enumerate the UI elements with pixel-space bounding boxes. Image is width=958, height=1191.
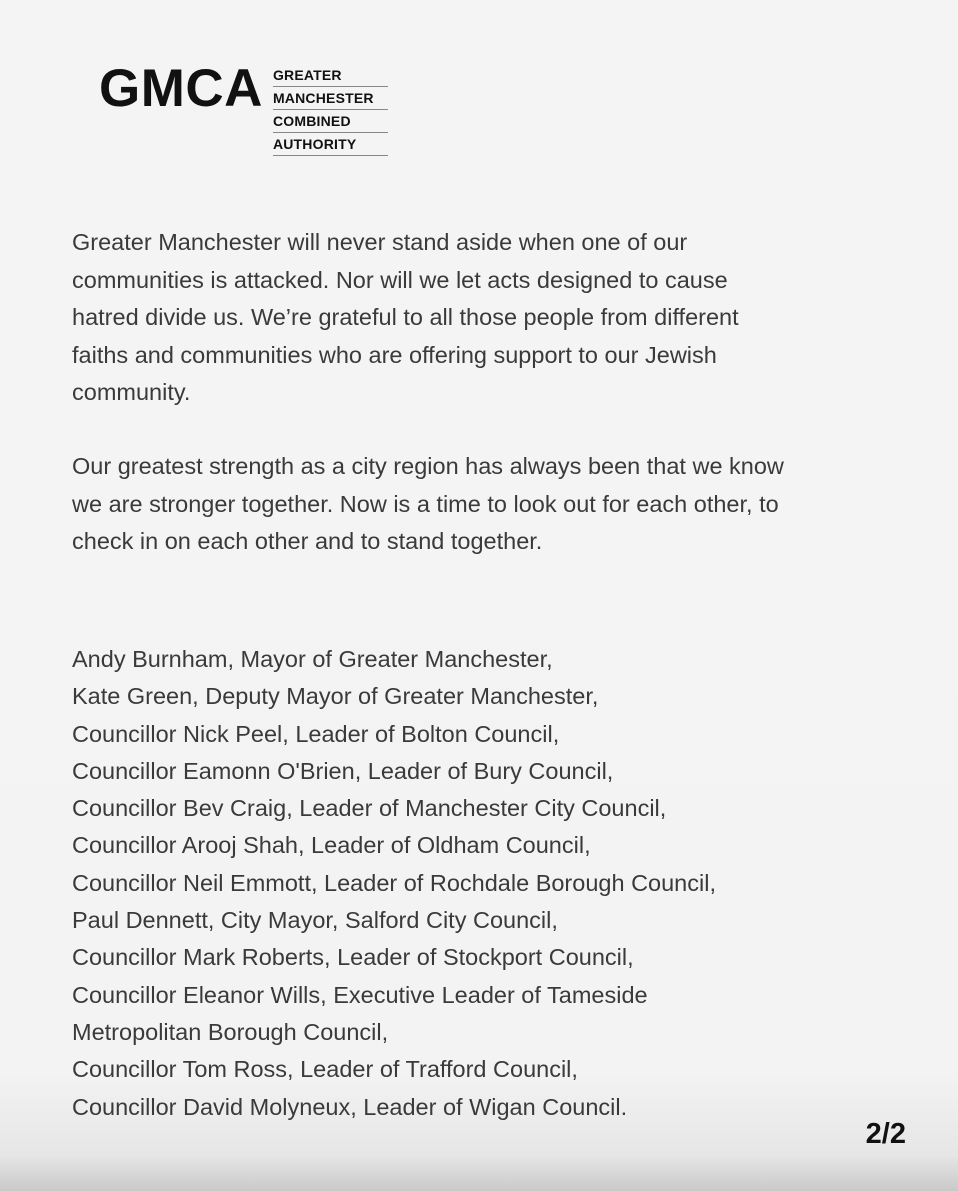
logo-word: AUTHORITY — [273, 133, 388, 156]
signatory-line: Councillor Arooj Shah, Leader of Oldham Council, — [72, 832, 591, 859]
signatory-line: Councillor Eleanor Wills, Executive Leader of Tameside — [72, 981, 648, 1008]
paragraph-line: we are stronger together. Now is a time to look out for each other, to — [72, 490, 779, 517]
page-indicator: 2/2 — [865, 1118, 906, 1150]
signatory-list — [72, 641, 716, 1126]
paragraph-line: communities is attacked. Nor will we let acts designed to cause — [72, 266, 728, 293]
signatory-line: Metropolitan Borough Council, — [72, 1018, 389, 1045]
signatory-line: Councillor Mark Roberts, Leader of Stockport Council, — [72, 944, 634, 971]
signatory-line: Councillor Tom Ross, Leader of Trafford Council, — [72, 1056, 578, 1083]
logo-word: GREATER — [273, 64, 388, 87]
signatory-line: Councillor Nick Peel, Leader of Bolton Council, — [72, 720, 560, 747]
paragraph-line: Greater Manchester will never stand aside when one of our — [72, 229, 688, 255]
paragraph-line: community. — [72, 379, 191, 405]
signatory-line: Councillor Neil Emmott, Leader of Rochdale Borough Council, — [72, 869, 716, 896]
signatory-line: Kate Green, Deputy Mayor of Greater Manchester, — [72, 683, 599, 710]
logo-wordmark — [273, 64, 388, 156]
paragraph-line: hatred divide us. We’re grateful to all those people from different — [72, 304, 739, 330]
signatory-line: Councillor David Molyneux, Leader of Wigan Council. — [72, 1093, 628, 1120]
gmca-logo — [99, 59, 388, 156]
signatory-line: Paul Dennett, City Mayor, Salford City Council, — [72, 907, 558, 934]
paragraph-line: Our greatest strength as a city region has always been that we know — [72, 453, 784, 479]
logo-word: MANCHESTER — [273, 87, 388, 110]
logo-mark: GMCA — [99, 59, 263, 118]
paragraph-line: check in on each other and to stand together. — [72, 528, 543, 554]
statement-paragraph — [72, 224, 922, 412]
paragraph-line: faiths and communities who are offering support to our Jewish — [72, 341, 717, 368]
signatory-line: Councillor Eamonn O'Brien, Leader of Bury Council, — [72, 757, 614, 784]
signatory-line: Councillor Bev Craig, Leader of Manchester City Council, — [72, 795, 667, 822]
signatory-line: Andy Burnham, Mayor of Greater Manchester, — [72, 646, 553, 672]
logo-word: COMBINED — [273, 110, 388, 133]
statement-paragraph — [72, 448, 922, 561]
